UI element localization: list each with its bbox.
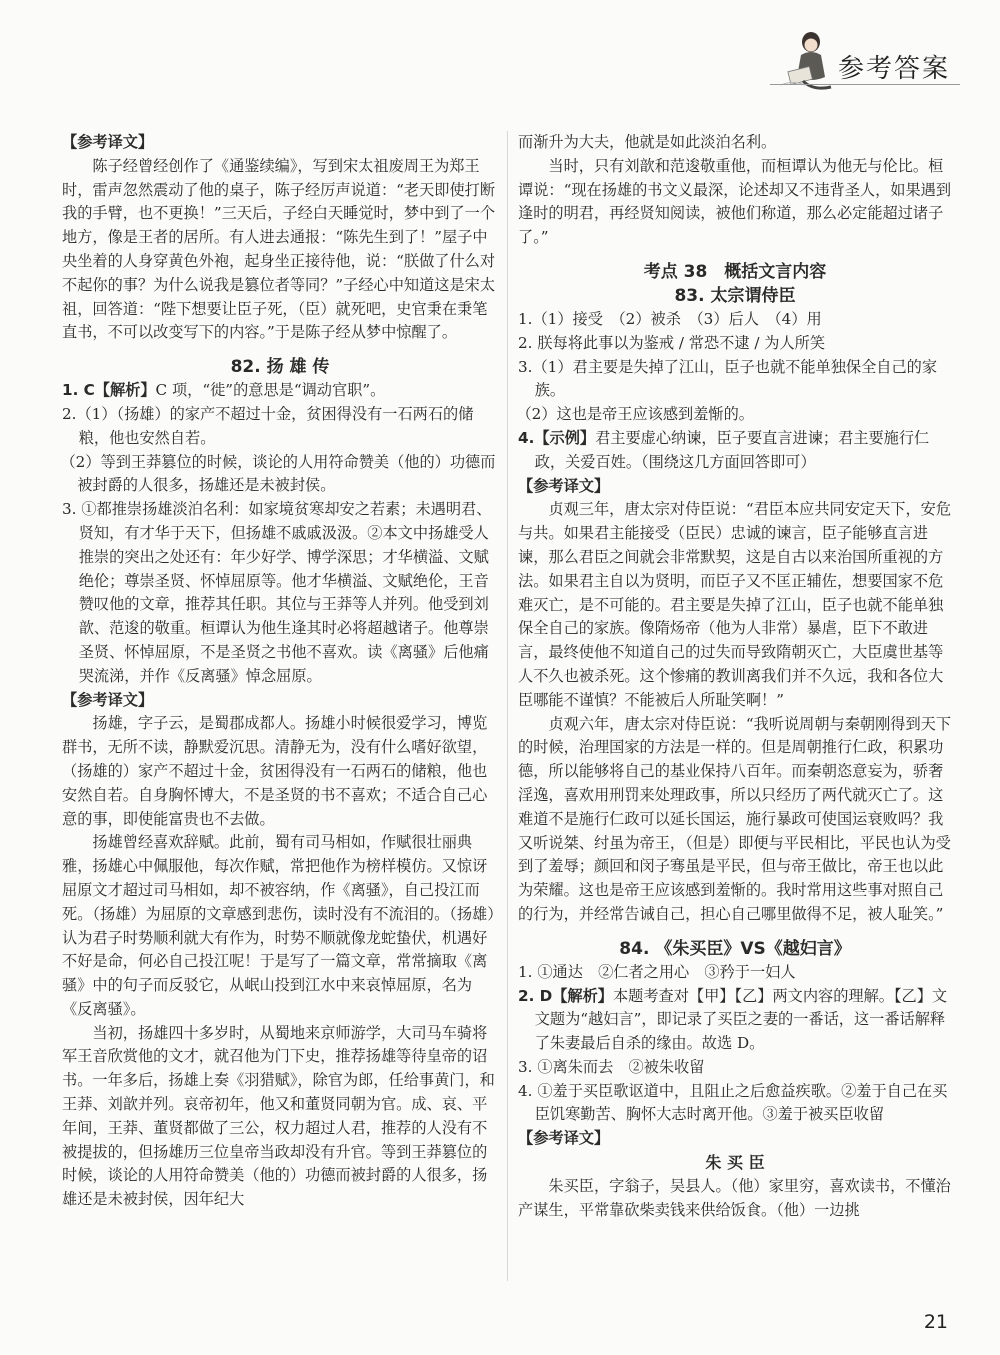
answer-item xyxy=(62,379,498,403)
answer-item: 2.（1）（扬雄）的家产不超过十金，贫困得没有一石两石的储粮，他也安然自若。 xyxy=(62,404,474,447)
answer-label: 1. C【解析】 xyxy=(62,381,156,400)
answer-text: 君主要虚心纳谏，臣子要直言进谏；君主要施行仁政，关爱百姓。（围绕这几方面回答即可） xyxy=(534,428,930,471)
translation-label: 【参考译文】 xyxy=(518,476,610,495)
answer-item: 2. 朕每将此事以为鉴戒 / 常恐不逮 / 为人所笑 xyxy=(518,333,826,352)
answer-item: 3. ①都推崇扬雄淡泊名利：如家境贫寒却安之若素；未遇明君、贤知，有才华于天下，但扬雄不戚戚汲汲。②本文中扬雄受人推崇的突出之处还有：年少好学、博学深思；才华横溢、文赋绝伦；尊崇圣贤、怀悼屈原等。他才华横溢、文赋绝伦，王音赞叹他的文章，推荐其任职。其位与王莽等人并列。他受到刘歆、范逡的敬重。桓谭认为他生逢其时必将超越诸子。他尊崇圣贤、怀悼屈原，不是圣贤之书他不喜欢。读《离骚》后他痛哭流涕，并作《反离骚》悼念屈原。 xyxy=(62,500,492,685)
column-divider xyxy=(507,131,508,1281)
translation-paragraph: 而渐升为大夫，他就是如此淡泊名利。 xyxy=(518,133,777,151)
translation-paragraph: 扬雄，字子云，是蜀郡成都人。扬雄小时候很爱学习，博览群书，无所不读，静默爱沉思。清静无为，没有什么嗜好欲望，（扬雄的）家产不超过十金，贫困得没有一石两石的储粮，他也安然自若。自身胸怀博大，不是圣贤的书不喜欢；不适合自己心意的事，即使能富贵也不去做。 xyxy=(62,714,488,828)
page-header-title: 参考答案 xyxy=(837,54,950,84)
translation-paragraph: 当时，只有刘歆和范逡敬重他，而桓谭认为他无与伦比。桓谭说：“现在扬雄的书文义最深，论述却又不违背圣人，如果遇到逢时的明君，再经贤知阅读，被他们称道，那么必定能超过诸子了。” xyxy=(518,156,952,247)
answer-item: （2）等到王莽篡位的时候，谈论的人用符命赞美（他的）功德而被封爵的人很多，扬雄还是未被封侯。 xyxy=(60,452,496,495)
section-title-82: 82. 扬 雄 传 xyxy=(230,357,330,378)
page-header xyxy=(0,0,1000,100)
translation-paragraph: 贞观六年，唐太宗对侍臣说：“我听说周朝与秦朝刚得到天下的时候，治理国家的方法是一样的。但是周朝推行仁政，积累功德，所以能够将自己的基业保持八百年。而秦朝恣意妄为，骄奢淫逸，喜欢用刑罚来处理政事，所以只经历了两代就灭亡了。这难道不是施行仁政可以延长国运，施行暴政可使国运衰败吗？我又听说桀、纣虽为帝王，（但是）即便与平民相比，平民也认为受到了羞辱；颜回和闵子骞虽是平民，但与帝王做比，帝王也以此为荣耀。这也是帝王应该感到羞惭的。我时常用这些事对照自己的行为，并经常告诫自己，担心自己哪里做得不足，被人耻笑。” xyxy=(518,714,952,923)
answer-item: 1.（1）接受 （2）被杀 （3）后人 （4）用 xyxy=(518,309,822,328)
answer-item: 3. ①离朱而去 ②被朱收留 xyxy=(518,1057,705,1076)
answer-label: 4.【示例】 xyxy=(518,428,596,447)
answer-label: 2. D【解析】 xyxy=(518,986,613,1005)
translation-paragraph: 朱买臣，字翁子，吴县人。（他）家里穷，喜欢读书，不懂治产谋生，平常靠砍柴卖钱来供给饭食。（他）一边挑 xyxy=(518,1176,951,1219)
left-column xyxy=(62,131,498,1212)
reading-girl-icon xyxy=(775,25,840,93)
answer-item: （2）这也是帝王应该感到羞惭的。 xyxy=(516,405,754,424)
translation-paragraph: 陈子经曾经创作了《通鉴续编》，写到宋太祖废周王为郑王时，雷声忽然震动了他的桌子，陈子经厉声说道：“老天即使打断我的手臂，也不更换！”三天后，子经白天睡觉时，梦中到了一个地方，像是王者的居所。有人进去通报：“陈先生到了！”屋子中央坐着的人身穿黄色外袍，起身坐正接待他，说：“朕做了什么对不起你的事？为什么说我是篡位者等同？”子经心中知道这是宋太祖，回答道：“陛下想要让臣子死，（臣）就死吧，史官秉在秉笔直书，不可以改变写下的内容。”于是陈子经从梦中惊醒了。 xyxy=(62,156,496,342)
answer-item xyxy=(518,985,952,1056)
translation-label: 【参考译文】 xyxy=(62,133,154,151)
translation-paragraph: 贞观三年，唐太宗对侍臣说：“君臣本应共同安定天下，安危与共。如果君主能接受（臣民）忠诚的谏言，臣子能够直言进谏，那么君臣之间就会非常默契，这是自古以来治国所重视的方法。如果君主自以为贤明，而臣子又不匡正辅佐，想要国家不危难灭亡，是不可能的。君主要是失掉了江山，臣子也就不能单独保全自己的家族。像隋炀帝（他为人非常）暴虐，臣下不敢进言，最终使他不知道自己的过失而导致隋朝灭亡，大臣虞世基等人不久也被杀死。这个惨痛的教训离我们并不久远，我和各位大臣哪能不谨慎？不能被后人所耻笑啊！” xyxy=(518,500,952,709)
section-title-84: 84. 《朱买臣》VS《越妇言》 xyxy=(619,938,851,959)
translation-paragraph: 扬雄曾经喜欢辞赋。此前，蜀有司马相如，作赋很壮丽典雅，扬雄心中佩服他，每次作赋，常把他作为榜样模仿。又惊讶屈原文才超过司马相如，却不被容纳，作《离骚》，自己投江而死。（扬雄）为屈原的文章感到悲伤，读时没有不流泪的。（扬雄）认为君子时势顺利就大有作为，时势不顺就像龙蛇蛰伏，机遇好不好是命，何必自己投江呢！于是写了一篇文章，常常摘取《离骚》中的句子而反驳它，从岷山投到江水中来哀悼屈原，名为《反离骚》。 xyxy=(62,833,495,1018)
section-title-38: 考点 38 概括文言内容 xyxy=(643,261,827,282)
translation-paragraph: 当初，扬雄四十多岁时，从蜀地来京师游学，大司马车骑将军王音欣赏他的文才，就召他为门下史，推荐扬雄等待皇帝的诏书。一年多后，扬雄上奏《羽猎赋》，除官为郎，任给事黄门，和王莽、刘歆并列。哀帝初年，他又和董贤同朝为官。成、哀、平年间，王莽、董贤都做了三公，权力超过人君，推荐的人没有不被提拔的，但扬雄历三位皇帝当政却没有升官。等到王莽篡位的时候，谈论的人用符命赞美（他的）功德而被封爵的人很多，扬雄还是未被封侯，因年纪大 xyxy=(62,1023,495,1209)
answer-item: 4. ①羞于买臣歌讴道中，且阻止之后愈益疾歌。②羞于自己在买臣饥寒勤苦、胸怀大志时离开他。③羞于被买臣收留 xyxy=(518,1081,948,1124)
header-divider xyxy=(770,84,960,85)
answer-item: 3.（1）君主要是失掉了江山，臣子也就不能单独保全自己的家族。 xyxy=(518,357,938,400)
right-column xyxy=(518,131,952,1222)
translation-label: 【参考译文】 xyxy=(518,1129,610,1148)
answer-text: C 项，“徙”的意思是“调动官职”。 xyxy=(155,381,386,400)
page-number: 21 xyxy=(923,1311,948,1333)
answer-text: 本题考查对【甲】【乙】两文内容的理解。【乙】文文题为“越妇言”，即记录了买臣之妻的一番话，这一番话解释了朱妻最后自杀的缘由。故选 D。 xyxy=(534,986,948,1053)
answer-item xyxy=(518,427,952,475)
section-title-83: 83. 太宗谓侍臣 xyxy=(674,285,796,306)
answer-item: 1. ①通达 ②仁者之用心 ③矜于一妇人 xyxy=(518,962,796,981)
translation-label: 【参考译文】 xyxy=(62,690,154,709)
translation-title: 朱 买 臣 xyxy=(705,1153,765,1173)
